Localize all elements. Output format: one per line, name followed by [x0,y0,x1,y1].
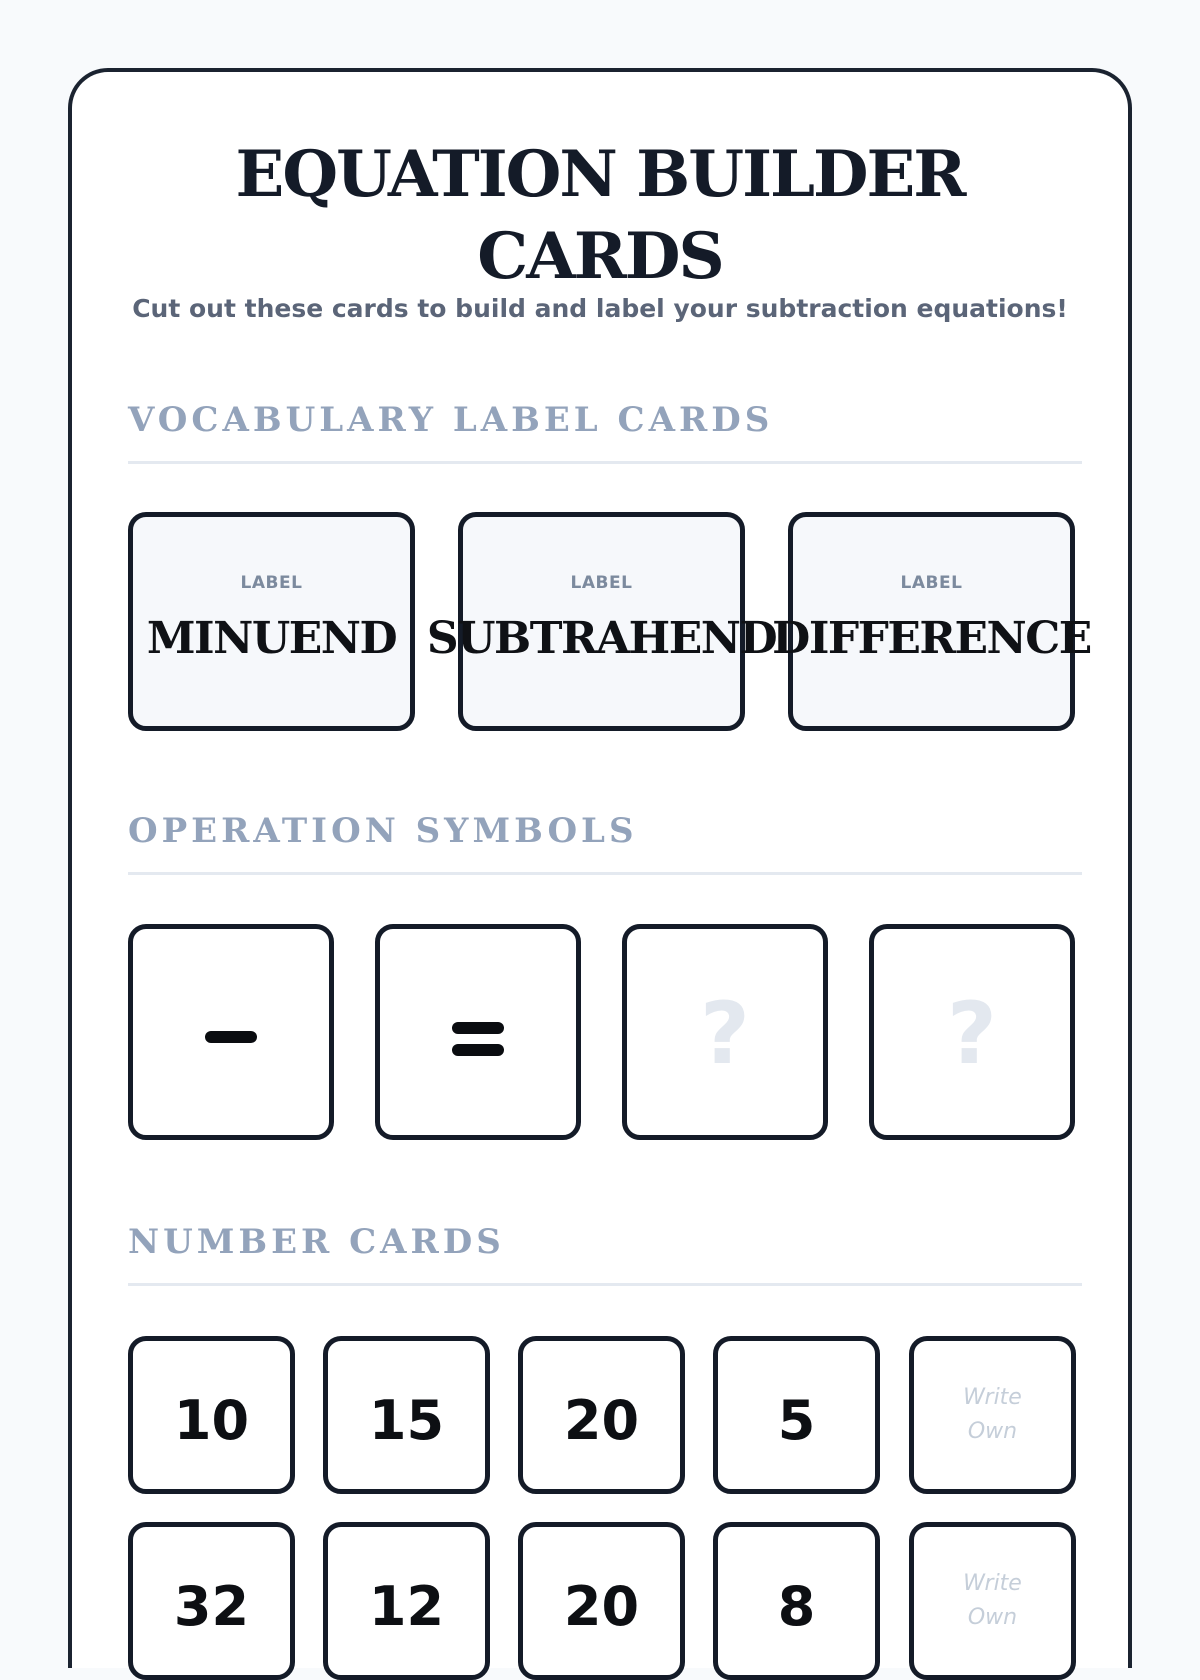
section-heading-operations: OPERATION SYMBOLS [128,811,638,851]
section-divider [128,872,1082,875]
number-card-value: 20 [563,1389,640,1452]
number-card-write-own[interactable] [909,1522,1076,1680]
number-card-value: 10 [173,1389,250,1452]
section-heading-numbers: NUMBER CARDS [128,1222,505,1262]
vocab-card-label: LABEL [240,573,303,593]
vocab-card-difference[interactable] [772,512,1091,731]
section-heading-vocabulary: VOCABULARY LABEL CARDS [128,400,774,440]
title-line-1: EQUATION BUILDER [235,137,965,212]
question-mark-icon: ? [947,984,997,1084]
section-divider [128,1283,1082,1286]
vocab-card-word: SUBTRAHEND [426,613,777,664]
equals-icon [452,1022,504,1056]
vocab-card-word: DIFFERENCE [772,613,1091,664]
worksheet-card [68,68,1132,1668]
number-card-value: 20 [563,1575,640,1638]
number-card-write-own[interactable] [909,1336,1076,1494]
operation-card-equals[interactable] [375,924,581,1140]
question-mark-icon: ? [700,984,750,1084]
operation-card-blank[interactable] [869,924,1075,1140]
number-card[interactable] [518,1336,685,1494]
number-card-value: 8 [777,1575,816,1638]
vocab-card-minuend[interactable] [128,512,415,731]
number-card-value: 5 [777,1389,816,1452]
number-card-value: 15 [368,1389,445,1452]
number-card[interactable] [128,1522,295,1680]
section-divider [128,461,1082,464]
vocab-card-subtrahend[interactable] [426,512,777,731]
vocab-card-word: MINUEND [146,613,397,664]
write-own-prompt: Write Own [963,1571,1022,1630]
number-card[interactable] [128,1336,295,1494]
page-title [72,134,1128,298]
number-card[interactable] [518,1522,685,1680]
page-subtitle: Cut out these cards to build and label your subtraction equations! [132,294,1068,323]
number-card-value: 32 [173,1575,250,1638]
number-card[interactable] [323,1336,490,1494]
title-line-2: CARDS [477,219,723,294]
number-card[interactable] [713,1522,880,1680]
operation-card-blank[interactable] [622,924,828,1140]
number-card-value: 12 [368,1575,445,1638]
number-card[interactable] [713,1336,880,1494]
vocab-card-label: LABEL [900,573,963,593]
number-card[interactable] [323,1522,490,1680]
minus-icon [205,1031,257,1043]
write-own-prompt: Write Own [963,1385,1022,1444]
vocab-card-label: LABEL [570,573,633,593]
operation-card-minus[interactable] [128,924,334,1140]
